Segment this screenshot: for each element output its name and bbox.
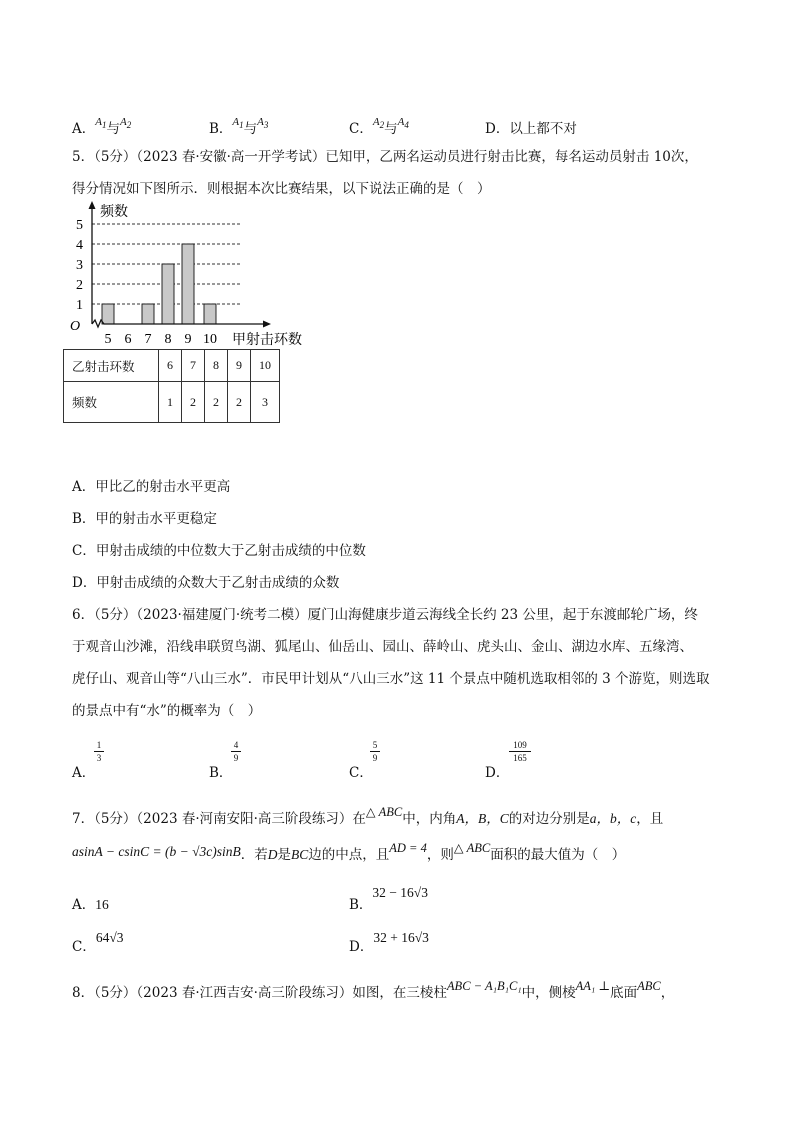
table-cell: 2 xyxy=(182,382,205,423)
q6-option-d-fraction: 109 165 xyxy=(509,740,531,763)
q7-stem-line2: asinA − csinC = (b − √3c)sinB．若D是BC边的中点，且AD = 4，则△ ABC面积的最大值为（ ） xyxy=(72,841,626,863)
x-tick-label: 8 xyxy=(164,332,172,347)
q5-option-c: C．甲射击成绩的中位数大于乙射击成绩的中位数 xyxy=(72,543,366,559)
y-tick-label: 4 xyxy=(76,238,83,253)
q7-option-a: A．16 xyxy=(72,897,109,913)
bar xyxy=(182,244,194,324)
q6-option-a-label: A． xyxy=(72,765,96,781)
table-row-head: 频数 xyxy=(64,382,159,423)
q5-stem-line2: 得分情况如下图所示．则根据本次比赛结果，以下说法正确的是（ ） xyxy=(72,181,491,197)
q4-option-d: D．以上都不对 xyxy=(485,121,577,137)
x-tick-label: 5 xyxy=(104,332,112,347)
q6-stem-line3: 虎仔山、观音山等“八山三水”．市民甲计划从“八山三水”这 11 个景点中随机选取相邻的 3 个游览，则选取 xyxy=(72,671,710,687)
q7-option-c: C．64√3 xyxy=(72,930,124,955)
q7-option-b: B．32 − 16√3 xyxy=(349,885,428,913)
y-tick-label: 2 xyxy=(76,278,83,293)
q4-option-c: C．$^{A_2}$与$^{A_4}$ xyxy=(349,116,409,137)
y-axis-arrow xyxy=(89,201,96,209)
table-cell: 9 xyxy=(228,350,251,382)
bar xyxy=(102,304,114,324)
bar xyxy=(142,304,154,324)
q6-option-d-label: D． xyxy=(485,765,510,781)
q4-b-expr-right: A3 xyxy=(257,116,269,130)
table-cell: 1 xyxy=(159,382,182,423)
table-row-head: 乙射击环数 xyxy=(64,350,159,382)
q6-option-b-label: B． xyxy=(209,765,233,781)
table-cell: 2 xyxy=(205,382,228,423)
table-cell: 7 xyxy=(182,350,205,382)
q5-stem-line1: 5．（5分）（2023 春·安徽·高一开学考试）已知甲，乙两名运动员进行射击比赛，每名运动员射击 10次， xyxy=(72,149,698,165)
q6-stem-line4: 的景点中有“水”的概率为（ ） xyxy=(72,703,262,719)
q5-option-d: D．甲射击成绩的众数大于乙射击成绩的众数 xyxy=(72,575,340,591)
chart-xticks xyxy=(105,332,218,347)
q5-option-b: B．甲的射击水平更稳定 xyxy=(72,511,217,527)
q5-bar-chart xyxy=(62,200,332,348)
q5-frequency-table xyxy=(63,349,280,423)
y-tick-label: 1 xyxy=(76,298,83,313)
table-cell: 3 xyxy=(251,382,280,423)
q6-option-b-fraction: 4 9 xyxy=(231,740,241,763)
q4-option-b: B．$^{A_1}$与$^{A_3}$ xyxy=(209,116,269,137)
x-axis-arrow xyxy=(263,321,271,328)
x-tick-label: 9 xyxy=(184,332,192,347)
q4-c-expr-right: A4 xyxy=(397,116,409,130)
table-cell: 10 xyxy=(251,350,280,382)
table-cell: 2 xyxy=(228,382,251,423)
x-tick-label: 6 xyxy=(124,332,132,347)
q6-stem-line1: 6．（5分）（2023·福建厦门·统考二模）厦门山海健康步道云海线全长约 23 公里，起于东渡邮轮广场，终 xyxy=(72,607,698,623)
bar xyxy=(204,304,216,324)
chart-ylabel: 频数 xyxy=(100,205,128,220)
q6-stem-line2: 于观音山沙滩，沿线串联贸鸟湖、狐尾山、仙岳山、园山、薛岭山、虎头山、金山、湖边水库、五缘湾、 xyxy=(72,639,693,655)
x-tick-label: 7 xyxy=(144,332,152,347)
table-cell: 6 xyxy=(159,350,182,382)
chart-origin: O xyxy=(70,319,81,334)
q5-option-a: A．甲比乙的射击水平更高 xyxy=(72,479,231,495)
q4-c-expr-left: A2 xyxy=(372,116,385,130)
q4-b-expr-left: A1 xyxy=(232,116,244,130)
q4-a-expr-right: A2 xyxy=(119,116,132,130)
q6-option-a-fraction: 1 3 xyxy=(94,740,104,763)
q7-option-d: D．32 + 16√3 xyxy=(349,930,429,955)
q6-option-c-label: C． xyxy=(349,765,373,781)
q8-stem-line1: 8．（5分）（2023 春·江西吉安·高三阶段练习）如图，在三棱柱ABC − A₁B₁C₁中，侧棱AA₁ ⊥底面ABC， xyxy=(72,979,675,1001)
table-row xyxy=(64,350,280,382)
y-tick-label: 5 xyxy=(76,218,83,233)
chart-xlabel: 甲射击环数 xyxy=(232,333,302,348)
x-axis-break xyxy=(92,320,267,327)
q4-a-expr-left: A1 xyxy=(95,116,107,130)
y-tick-label: 3 xyxy=(76,258,83,273)
table-cell: 8 xyxy=(205,350,228,382)
x-tick-label: 10 xyxy=(203,332,217,347)
table-row xyxy=(64,382,280,423)
q7-stem-line1: 7．（5分）（2023 春·河南安阳·高三阶段练习）在△ ABC中，内角A，B，C的对边分别是a，b，c，且 xyxy=(72,805,664,827)
q6-option-c-fraction: 5 9 xyxy=(370,740,380,763)
q4-option-a: A．$^{A_1}$与$^{A_2}$ xyxy=(72,116,132,137)
bar xyxy=(162,264,174,324)
chart-yticks xyxy=(76,218,83,313)
